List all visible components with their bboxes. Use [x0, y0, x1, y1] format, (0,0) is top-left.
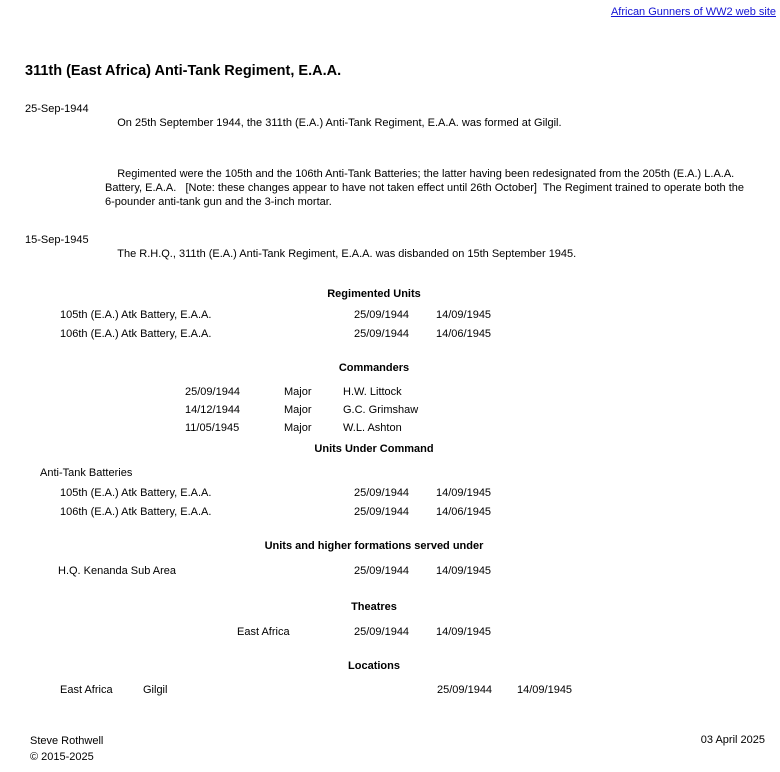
table-row	[0, 382, 780, 400]
section-heading-higher-formations: Units and higher formations served under	[264, 540, 484, 552]
footer-author-block	[30, 733, 103, 765]
commander-name: G.C. Grimshaw	[343, 404, 419, 416]
table-row	[0, 680, 780, 699]
section-heading-units-under-command: Units Under Command	[314, 443, 434, 455]
location-region: East Africa	[60, 684, 113, 696]
date-to: 14/06/1945	[436, 328, 492, 340]
date-from: 25/09/1944	[354, 506, 410, 518]
site-home-link[interactable]: African Gunners of WW2 web site	[610, 6, 776, 18]
commander-name: W.L. Ashton	[343, 422, 402, 434]
table-row	[0, 400, 780, 418]
footer	[30, 733, 765, 765]
group-label-anti-tank-batteries: Anti-Tank Batteries	[40, 467, 133, 479]
date-from: 25/09/1944	[437, 684, 493, 696]
commander-rank: Major	[284, 422, 312, 434]
commander-rank: Major	[284, 386, 312, 398]
date-from: 25/09/1944	[354, 328, 410, 340]
history-entry	[105, 153, 748, 223]
footer-date: 03 April 2025	[700, 734, 765, 746]
history-entry	[25, 102, 748, 144]
table-row	[0, 502, 780, 521]
commander-name: H.W. Littock	[343, 386, 402, 398]
table-row	[0, 483, 780, 502]
date-to: 14/06/1945	[436, 506, 492, 518]
history-entry-text: On 25th September 1944, the 311th (E.A.) Anti-Tank Regiment, E.A.A. was formed at Gilgil.	[117, 117, 562, 129]
unit-name: 106th (E.A.) Atk Battery, E.A.A.	[60, 506, 212, 518]
section-heading-theatres: Theatres	[351, 601, 397, 613]
table-row	[0, 622, 780, 641]
date-from: 25/09/1944	[354, 309, 410, 321]
history-entry-date: 15-Sep-1945	[25, 234, 89, 246]
page-title: 311th (East Africa) Anti-Tank Regiment, E.A.A.	[25, 63, 342, 79]
commander-date: 11/05/1945	[185, 422, 240, 434]
unit-name: 105th (E.A.) Atk Battery, E.A.A.	[60, 309, 212, 321]
history-entry-text: Regimented were the 105th and the 106th Anti-Tank Batteries; the latter having been redesignated from the 205th (E.A.) L.A.A. Battery, E.A.A. [Note: these changes appear to have not taken effect until 26th October] The Regiment trained to operate both the 6-pounder anti-tank gun and the 3-inch mortar.	[105, 168, 748, 208]
table-row	[0, 305, 780, 324]
commander-date: 25/09/1944	[185, 386, 241, 398]
date-to: 14/09/1945	[436, 626, 492, 638]
section-heading-commanders: Commanders	[338, 362, 410, 374]
unit-name: 106th (E.A.) Atk Battery, E.A.A.	[60, 328, 212, 340]
commander-date: 14/12/1944	[185, 404, 241, 416]
section-heading-locations: Locations	[348, 660, 400, 672]
date-to: 14/09/1945	[436, 309, 492, 321]
date-from: 25/09/1944	[354, 626, 410, 638]
date-to: 14/09/1945	[517, 684, 573, 696]
date-to: 14/09/1945	[436, 565, 492, 577]
date-from: 25/09/1944	[354, 565, 410, 577]
unit-name: 105th (E.A.) Atk Battery, E.A.A.	[60, 487, 212, 499]
footer-author: Steve Rothwell	[30, 735, 104, 747]
history-entry-text: The R.H.Q., 311th (E.A.) Anti-Tank Regiment, E.A.A. was disbanded on 15th September 1945.	[117, 248, 577, 260]
topbar	[0, 0, 780, 19]
location-place: Gilgil	[143, 684, 168, 696]
table-row	[0, 561, 780, 580]
history-entry-date: 25-Sep-1944	[25, 103, 89, 115]
theatre-name: East Africa	[237, 626, 290, 638]
date-to: 14/09/1945	[436, 487, 492, 499]
date-from: 25/09/1944	[354, 487, 410, 499]
footer-copyright: © 2015-2025	[30, 751, 94, 763]
commander-rank: Major	[284, 404, 312, 416]
table-row	[0, 418, 780, 436]
formation-name: H.Q. Kenanda Sub Area	[58, 565, 177, 577]
section-heading-regimented-units: Regimented Units	[327, 288, 421, 300]
history-entry	[25, 233, 748, 275]
table-row	[0, 324, 780, 343]
